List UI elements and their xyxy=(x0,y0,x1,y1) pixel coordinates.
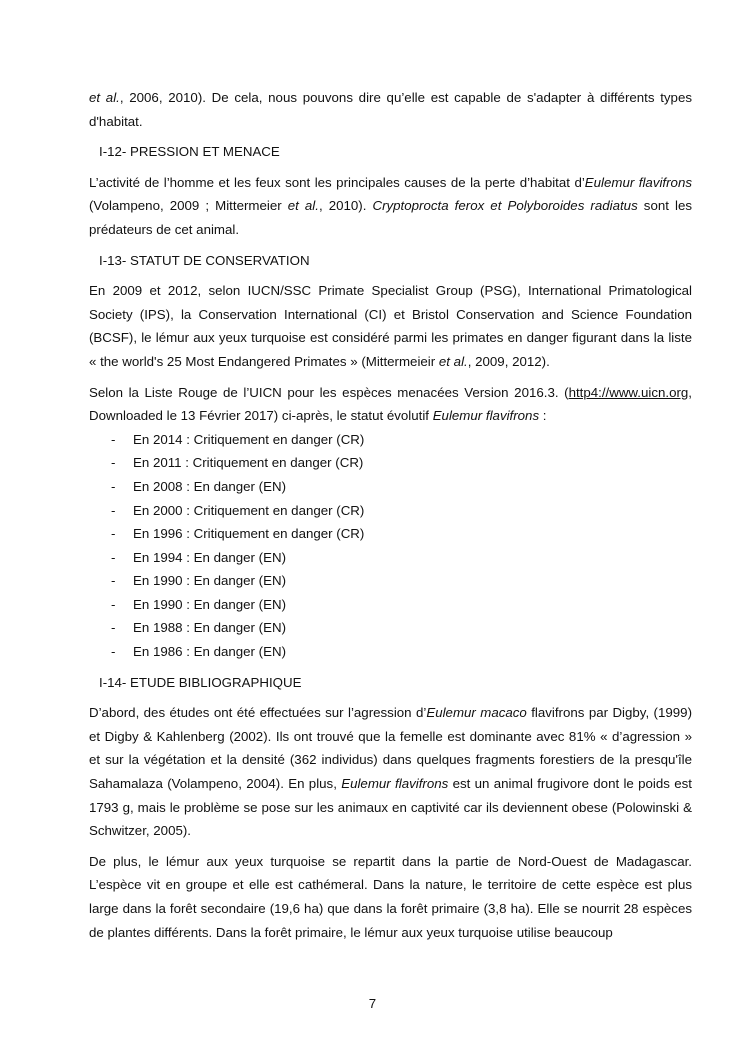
list-item: - En 1994 : En danger (EN) xyxy=(111,549,287,565)
paragraph-repartition: De plus, le lémur aux yeux turquoise se repartit dans la partie de Nord-Ouest de Madagascar. L’espèce vit en groupe et elle est cathémeral. Dans la nature, le territoire de cette espèce est plus large dans la forêt secondaire (19,6 ha) que dans la forêt primaire (3,8 ha). Elle se nourrit 28 espèces de plantes différents. Dans la forêt primaire, le lémur aux yeux turquoise utilise beaucoup xyxy=(89,853,692,940)
section-heading-pression: I-12- PRESSION ET MENACE xyxy=(99,144,280,160)
paragraph-agression: D’abord, des études ont été effectuées sur l’agression d’Eulemur macaco flavifrons par Digby, (1999) et Digby & Kahlenberg (2002). Ils ont trouvé que la femelle est dominante avec 81% « d’agression » et sur la végétation et la densité (362 individus) dans quelques fragments forestiers de la presqu'île Sahamalaza (Volampeno, 2004). En plus, Eulemur flavifrons est un animal frugivore dont le poids est 1793 g, mais le problème se pose sur les animaux en captivité car ils deviennent obese (Polowinski & Schwitzer, 2005). xyxy=(89,705,692,839)
list-item: - En 2014 : Critiquement en danger (CR) xyxy=(111,431,365,447)
status-list xyxy=(89,428,692,664)
list-item: - En 2008 : En danger (EN) xyxy=(111,478,287,494)
list-item: - En 2011 : Critiquement en danger (CR) xyxy=(111,455,364,471)
paragraph-habitat: et al., 2006, 2010). De cela, nous pouvons dire qu’elle est capable de s'adapter à différents types d'habitat. xyxy=(89,90,692,129)
section-heading-statut: I-13- STATUT DE CONSERVATION xyxy=(99,252,310,268)
paragraph-menace: L’activité de l’homme et les feux sont les principales causes de la perte d’habitat d’Eulemur flavifrons (Volampeno, 2009 ; Mittermeier et al., 2010). Cryptoprocta ferox et Polyboroides radiatus sont les prédateurs de cet animal. xyxy=(89,174,693,237)
list-item: - En 1988 : En danger (EN) xyxy=(111,620,287,636)
list-item: - En 1996 : Critiquement en danger (CR) xyxy=(111,526,365,542)
list-item: - En 1986 : En danger (EN) xyxy=(111,644,287,660)
list-item: - En 1990 : En danger (EN) xyxy=(111,573,287,589)
paragraph-psg: En 2009 et 2012, selon IUCN/SSC Primate Specialist Group (PSG), International Primatological Society (IPS), la Conservation International (CI) et Bristol Conservation and Science Foundation (BCSF), le lémur aux yeux turquoise est considéré parmi les primates en danger figurant dans la liste « the world's 25 Most Endangered Primates » (Mittermeieir et al., 2009, 2012). xyxy=(89,283,692,369)
page-number: 7 xyxy=(368,996,377,1011)
section-heading-etude: I-14- ETUDE BIBLIOGRAPHIQUE xyxy=(99,674,302,690)
list-item: - En 1990 : En danger (EN) xyxy=(111,596,287,612)
document-page xyxy=(89,86,692,951)
list-item: - En 2000 : Critiquement en danger (CR) xyxy=(111,502,365,518)
uicn-link[interactable]: http4://www.uicn.org xyxy=(568,384,689,400)
paragraph-liste-rouge: Selon la Liste Rouge de l’UICN pour les espèces menacées Version 2016.3. (http4://www.uicn.org, Downloaded le 13 Février 2017) ci-après, le statut évolutif Eulemur flavifrons : xyxy=(89,384,692,424)
